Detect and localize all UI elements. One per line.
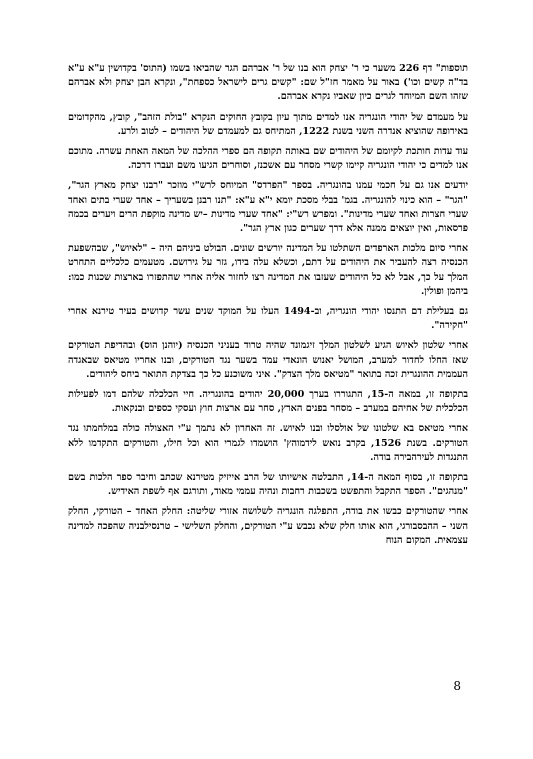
page-number: 8 — [453, 679, 461, 693]
paragraph: אחרי שהטורקים כבשו את בודה, התפלגה הונגריה לשלושה אזורי שליטה: החלק האחד – הטורקי, החלק השני – ההבסבורגי, הוא אותו חלק שלא נכבש ע"י הטורקים, והחלק השלישי – טרנסילבניה שהפכה למדינה עצמאית. המקום הנוח — [68, 506, 468, 546]
paragraph: אחרי שלטון לאיוש הגיע לשלטון המלך זיגמונד שהיה טרוד בעניני הכנסיה (יוהנן הוס) ובהדיפת הטורקים שאז החלו לחדור למערב, המושל יאנוש הונאדי עמד בשער נגד הטורקים, ובנו אחריו מטיאס שבאגדה העממית ההונגרית זכה בתואר "מטיאס מלך הצדק". איני משוכנע כל כך בצדקת התואר ביחס ליהודים. — [68, 340, 468, 380]
paragraph: בתקופה זו, במאה ה-15, התגוררו בערך 20,000 יהודים בהונגריה. חיי הכלכלה שלהם דמו לפעילות הכלכלית של אחיהם במערב – מסחר בפנים הארץ, סחר עם ארצות חוץ ועסקי כספים ובנקאות. — [68, 389, 469, 415]
paragraph: בתקופה זו, בסוף המאה ה-14, התבלטה אישיותו של הרב אייזיק מטירנא שכתב וחיבר ספר הלכות בשם "מנהגים". הספר התקבל והתפשט בשכבות רחבות ונהיה עממי מאוד, ותורגם אף לשפת האידיש. — [68, 472, 468, 498]
body-text — [68, 62, 468, 548]
paragraph: יודעים אנו גם על חכמי עמנו בהונגריה. בספר "הפרדס" המיוחס לרש"י מוזכר "רבנו יצחק מארץ הגר", "הגר" – הוא כינוי להונגריה. בגמ' בבלי מסכת יומא י"א ע"א: "תנו רבנן בשעריך – אחד שערי בתים ואחד שערי חצרות ואחד שערי מדינות". ומפרש רש"י: "אחד שערי מדינות –יש מדינה מוקפת הרים ויערים בכמה פרסאות, ואין יוצאים ממנה אלא דרך שערים כגון ארץ הגר". — [68, 180, 468, 235]
paragraph: אחרי מטיאס בא שלטונו של אולסלו ובנו לאיוש. זה האחרון לא נתמך ע"י האצולה כולה במלחמתו נגד הטורקים. בשנת 1526, בקרב נואש לידמוהץ' הושמדו לגמרי הוא וכל חילו, והטורקים התקדמו ללא התנגדות לעירהבירה בודה. — [68, 423, 468, 463]
paragraph: על מעמדם של יהודי הונגריה אנו למדים מתוך עיון בקובץ החוקים הנקרא "בולת הזהב", קובץ, מהקדומים באירופה שהוציא אנדרה השני בשנת 1222, המתיחס גם למעמדם של היהודים – לטוב ולרע. — [68, 111, 468, 137]
paragraph: גם בעלילת דם התנסו יהודי הונגריה, וב-1494 העלו על המוקד שנים עשר קדושים בעיר טירנא אחרי "חקירה". — [68, 306, 468, 332]
paragraph: אחרי סיום מלכות הארפדים השתלטו על המדינה יורשים שונים. הבולט ביניהם היה – "לאיוש", שבהשפעת הכנסיה רצה להעביר את היהודים על דתם, וכשלא עלה בידו, גזר על גירושם. מטעמים כלכליים התחרט המלך על כך, אבל לא כל היהודים שעזבו את המדינה רצו לחזור אליה אחרי שהתפזרו בארצות שכנות כמו: ביהמן ופולין. — [68, 243, 468, 297]
paragraph: תוספות" דף 226 משער כי ר' יצחק הוא בנו של ר' אברהם הגר שהביאו בשמו (התוס' בקדושין ע"א ע"א בד"ה קשים וכו') באור על מאמר חז"ל שם: "קשים גרים לישראל כספחת", ונקרא הבן יצחק ולא אברהם שזהו השם המיוחד לגרים כיון שאביו נקרא אברהם. — [68, 63, 468, 103]
paragraph: עוד עדות חותכת לקיומם של היהודים שם באותה תקופה הם ספרי ההלכה של המאה האחת עשרה. מתוכם אנו למדים כי יהודי הונגריה קיימו קשרי מסחר עם אשכנז, וסוחרים הגיעו משם ועברו דרכה. — [67, 146, 468, 172]
